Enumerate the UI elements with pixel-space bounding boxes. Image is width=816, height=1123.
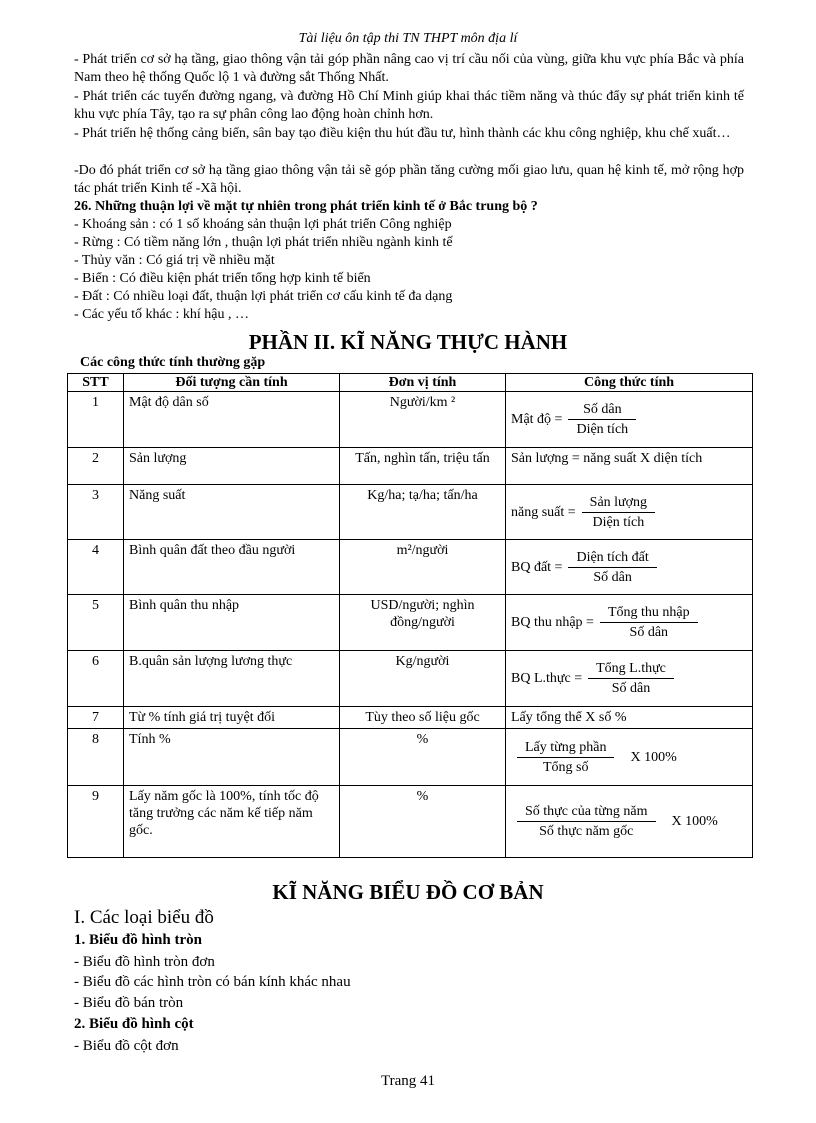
list-item: - Rừng : Có tiềm năng lớn , thuận lợi phát triển nhiều ngành kinh tế xyxy=(74,235,453,250)
fraction-bar xyxy=(582,512,655,513)
stt-cell: 5 xyxy=(68,595,124,651)
numerator: Tổng thu nhập xyxy=(607,605,690,620)
paragraph: -Do đó phát triển cơ sở hạ tầng giao thông vận tải sẽ góp phần tăng cường mối giao lưu, quan hệ kinh tế, mở rộng hợp tác phát triển Kinh tế -Xã hội. xyxy=(74,163,744,196)
numerator: Lấy từng phần xyxy=(525,739,607,755)
denominator: Diện tích xyxy=(576,422,629,437)
unit-cell: Kg/ha; tạ/ha; tấn/ha xyxy=(340,485,506,540)
formula-cell xyxy=(506,595,753,651)
formula-label: năng suất = xyxy=(511,504,576,520)
denominator: Diện tích xyxy=(592,514,645,530)
section-heading: I. Các loại biểu đồ xyxy=(74,907,214,928)
unit-cell: % xyxy=(340,786,506,858)
numerator: Số dân xyxy=(583,402,622,417)
object-cell: Bình quân đất theo đầu người xyxy=(124,540,340,595)
denominator: Số dân xyxy=(629,625,669,640)
formula-table xyxy=(67,373,753,858)
unit-cell: USD/người; nghìn đồng/người xyxy=(340,595,506,651)
formula-cell: Lấy tổng thể X số % xyxy=(506,707,753,729)
question-26-title: 26. Những thuận lợi về mặt tự nhiên trong phát triển kinh tế ở Bắc trung bộ ? xyxy=(74,199,538,214)
page-number: Trang 41 xyxy=(380,1073,436,1089)
fraction xyxy=(517,739,614,776)
page-header: Tài liệu ôn tập thi TN THPT môn địa lí xyxy=(298,31,518,46)
formula-cell xyxy=(506,651,753,707)
stt-cell: 6 xyxy=(68,651,124,707)
object-cell: Sản lượng xyxy=(124,448,340,485)
table-row xyxy=(68,595,753,651)
stt-cell: 8 xyxy=(68,729,124,786)
list-item: - Thủy văn : Có giá trị về nhiều mặt xyxy=(74,253,275,268)
table-row xyxy=(68,786,753,858)
table-row xyxy=(68,651,753,707)
stt-cell: 2 xyxy=(68,448,124,485)
unit-cell: % xyxy=(340,729,506,786)
paragraph: - Phát triển cơ sở hạ tầng, giao thông vận tải góp phần nâng cao vị trí cầu nối của vùng, giữa khu vực phía Bắc và phía Nam theo hệ thống Quốc lộ 1 và đường sắt Thống Nhất. xyxy=(74,52,744,85)
subsection-heading: 1. Biểu đồ hình tròn xyxy=(74,932,202,948)
list-item: - Các yếu tố khác : khí hậu , … xyxy=(74,307,249,322)
formula-label: BQ L.thực = xyxy=(511,671,583,686)
subsection-heading: 2. Biểu đồ hình cột xyxy=(74,1016,194,1032)
denominator: Tổng số xyxy=(542,759,589,775)
column-header: STT xyxy=(68,374,124,392)
part-2-heading: PHẦN II. KĨ NĂNG THỰC HÀNH xyxy=(248,330,568,354)
numerator: Diện tích đất xyxy=(576,549,649,565)
table-header-row xyxy=(68,374,753,392)
stt-cell: 1 xyxy=(68,392,124,448)
fraction-bar xyxy=(568,419,636,420)
numerator: Số thực của từng năm xyxy=(525,804,648,819)
paragraph: - Phát triển hệ thống cảng biển, sân bay tạo điều kiện thu hút đầu tư, hình thành các khu công nghiệp, khu chế xuất… xyxy=(74,126,731,141)
column-header: Công thức tính xyxy=(506,374,753,392)
object-cell: Lấy năm gốc là 100%, tính tốc độ tăng trưởng các năm kế tiếp năm gốc. xyxy=(124,786,340,858)
table-row xyxy=(68,729,753,786)
formula-cell: Sản lượng = năng suất X diện tích xyxy=(506,448,753,485)
fraction xyxy=(588,660,674,697)
object-cell: Năng suất xyxy=(124,485,340,540)
table-caption: Các công thức tính thường gặp xyxy=(80,355,266,370)
formula-label: Mật độ = xyxy=(511,412,563,427)
unit-cell: m²/người xyxy=(340,540,506,595)
formula-cell xyxy=(506,485,753,540)
column-header: Đơn vị tính xyxy=(340,374,506,392)
fraction-bar xyxy=(517,821,656,822)
fraction xyxy=(517,803,656,840)
formula-cell xyxy=(506,540,753,595)
table-row xyxy=(68,485,753,540)
list-item: - Biển : Có điều kiện phát triển tổng hợp kinh tế biển xyxy=(74,271,371,286)
stt-cell: 4 xyxy=(68,540,124,595)
stt-cell: 3 xyxy=(68,485,124,540)
unit-cell: Kg/người xyxy=(340,651,506,707)
numerator: Tổng L.thực xyxy=(596,661,666,676)
formula-label: BQ đất = xyxy=(511,559,563,575)
object-cell: B.quân sản lượng lương thực xyxy=(124,651,340,707)
formula-suffix: X 100% xyxy=(671,814,718,829)
table-row xyxy=(68,707,753,729)
list-item: - Biểu đồ cột đơn xyxy=(74,1038,179,1054)
denominator: Số dân xyxy=(611,681,651,696)
denominator: Số dân xyxy=(593,569,632,585)
unit-cell: Tùy theo số liệu gốc xyxy=(340,707,506,729)
object-cell: Từ % tính giá trị tuyệt đối xyxy=(124,707,340,729)
object-cell: Tính % xyxy=(124,729,340,786)
formula-label: BQ thu nhập = xyxy=(511,615,594,630)
fraction-bar xyxy=(588,678,674,679)
paragraph: - Phát triển các tuyến đường ngang, và đường Hồ Chí Minh giúp khai thác tiềm năng và thúc đẩy sự phát triển kinh tế khu vực phía Tây, tạo ra sự phân công lao động hoàn chỉnh hơn. xyxy=(74,89,744,122)
fraction-bar xyxy=(517,757,614,758)
formula-cell xyxy=(506,729,753,786)
fraction xyxy=(568,401,636,438)
object-cell: Mật độ dân số xyxy=(124,392,340,448)
unit-cell: Người/km ² xyxy=(340,392,506,448)
fraction xyxy=(582,494,655,531)
column-header: Đối tượng cần tính xyxy=(124,374,340,392)
list-item: - Đất : Có nhiều loại đất, thuận lợi phát triển cơ cấu kinh tế đa dạng xyxy=(74,289,453,304)
table-row xyxy=(68,540,753,595)
fraction-bar xyxy=(568,567,656,568)
fraction xyxy=(600,604,698,641)
denominator: Số thực năm gốc xyxy=(539,824,634,839)
table-row xyxy=(68,392,753,448)
list-item: - Biểu đồ bán tròn xyxy=(74,995,184,1011)
formula-cell xyxy=(506,392,753,448)
skills-heading: KĨ NĂNG BIỂU ĐỒ CƠ BẢN xyxy=(272,880,544,904)
fraction xyxy=(568,549,656,586)
unit-cell: Tấn, nghìn tấn, triệu tấn xyxy=(340,448,506,485)
list-item: - Biểu đồ các hình tròn có bán kính khác nhau xyxy=(74,974,351,990)
list-item: - Khoáng sản : có 1 số khoáng sản thuận lợi phát triển Công nghiệp xyxy=(74,217,452,232)
formula-suffix: X 100% xyxy=(630,749,677,765)
object-cell: Bình quân thu nhập xyxy=(124,595,340,651)
numerator: Sản lượng xyxy=(589,494,648,510)
list-item: - Biểu đồ hình tròn đơn xyxy=(74,954,215,970)
formula-cell xyxy=(506,786,753,858)
stt-cell: 9 xyxy=(68,786,124,858)
table-row xyxy=(68,448,753,485)
stt-cell: 7 xyxy=(68,707,124,729)
fraction-bar xyxy=(600,622,698,623)
